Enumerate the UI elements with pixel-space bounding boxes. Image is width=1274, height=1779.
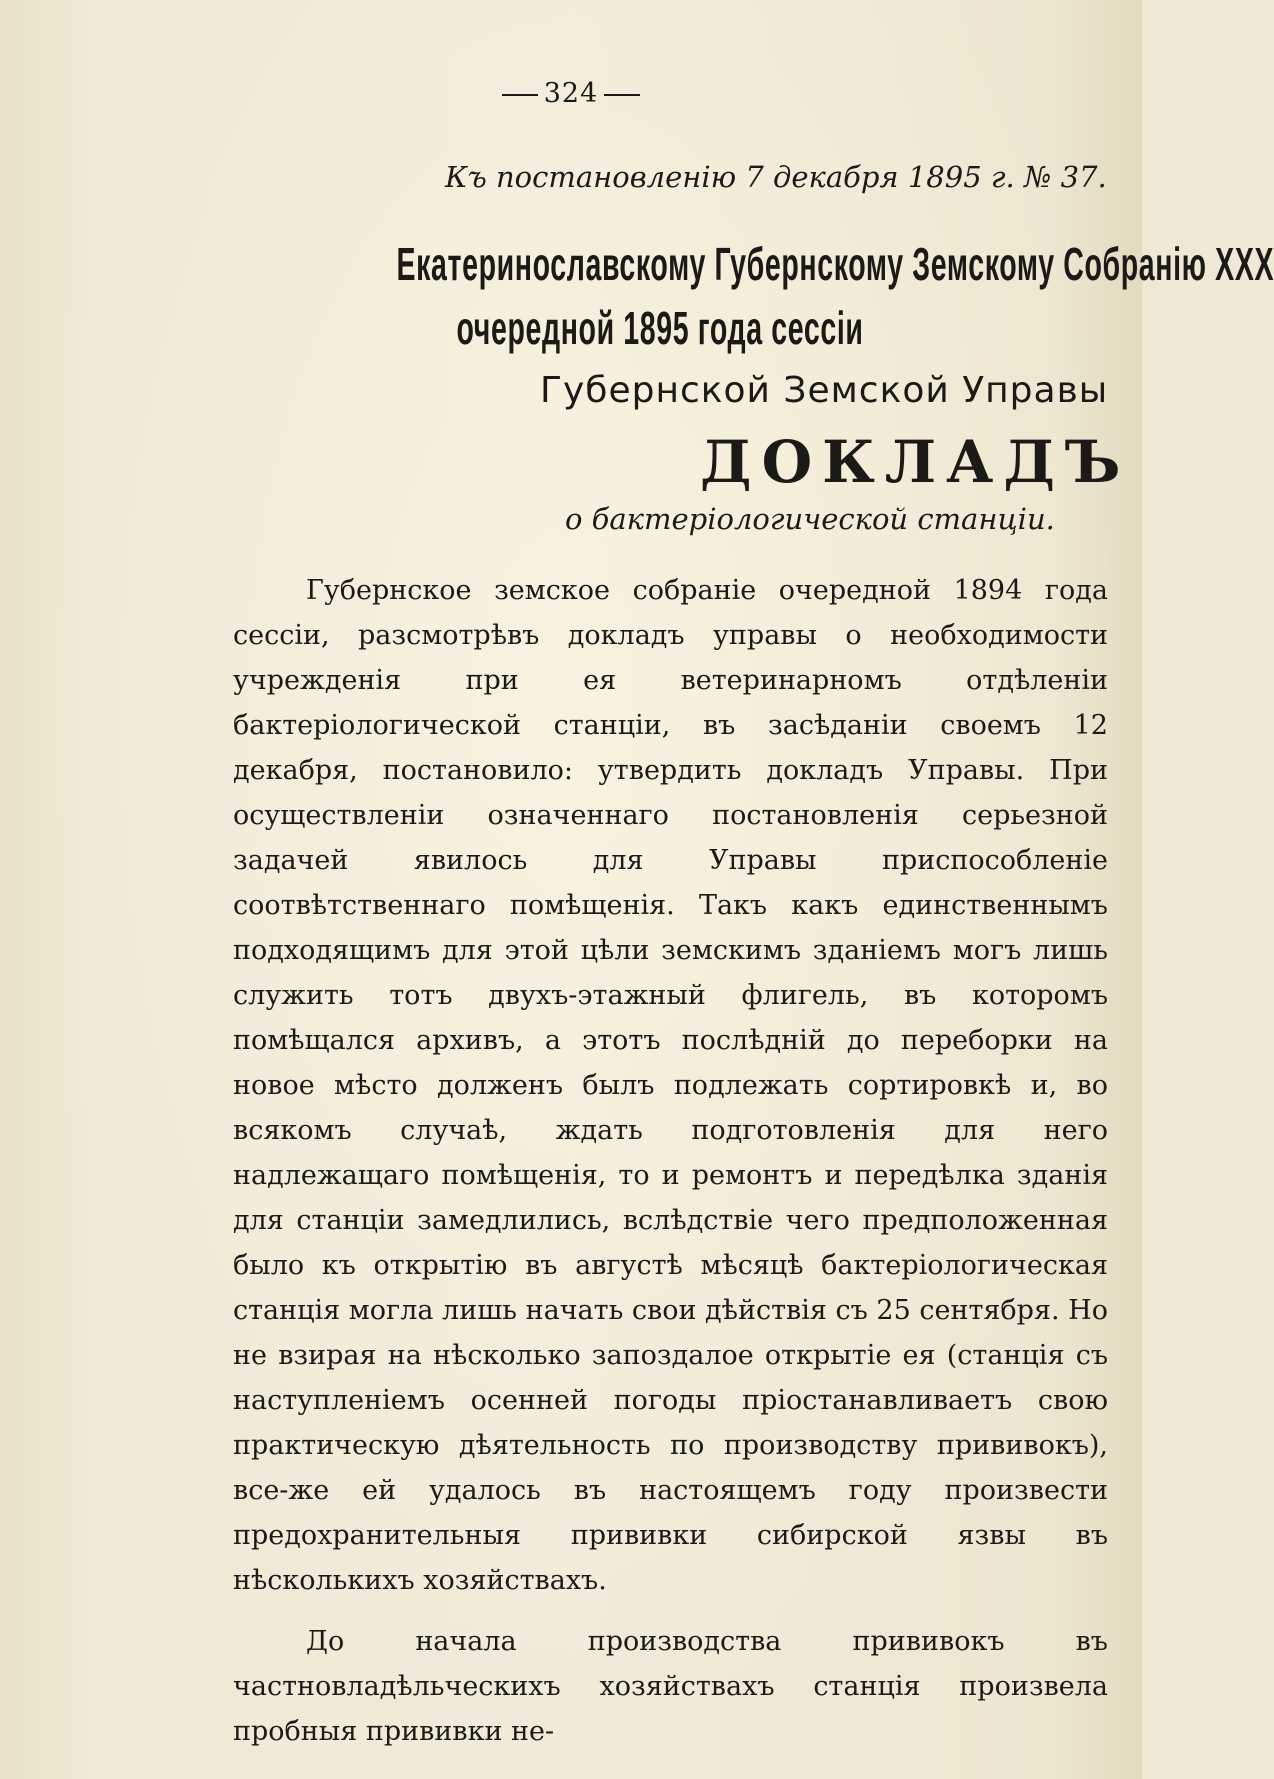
paragraph-2: До начала производства прививокъ въ частновладѣльческихъ хозяйствахъ станція произвела пробныя прививки не- [233, 1626, 1108, 1747]
paragraph-1: Губернское земское собраніе очередной 1894 года сессіи, разсмотрѣвъ докладъ управы о необходимости учрежденія при ея ветеринарномъ отдѣленіи бактеріологической станціи, въ засѣданіи своемъ 12 декабря, постановило: утвердить докладъ Управы. При осуществленіи означеннаго постановленія серьезной задачей явилось для Управы приспособленіе соотвѣтственнаго помѣщенія. Такъ какъ единственнымъ подходящимъ для этой цѣли земскимъ зданіемъ могъ лишь служить тотъ двухъ-этажный флигель, въ которомъ помѣщался архивъ, а этотъ послѣдній до переборки на новое мѣсто долженъ былъ подлежать сортировкѣ и, во всякомъ случаѣ, ждать подготовленія для него надлежащаго помѣщенія, то и ремонтъ и передѣлка зданія для станціи замедлились, вслѣдствіе чего предположенная было къ открытію въ августѣ мѣсяцѣ бактеріологическая станція могла лишь начать свои дѣйствія съ 25 сентября. Но не взирая на нѣсколько запоздалое открытіе ея (станція съ наступленіемъ осенней погоды пріостанавливаетъ свою практическую дѣятельность по производству прививокъ), все-же ей удалось въ настоящемъ году произвести предохранительныя прививки сибирской язвы въ нѣсколькихъ хозяйствахъ. [233, 575, 1108, 1596]
page-number [0, 78, 1142, 109]
body-text [233, 568, 1108, 1770]
document-type-heading: ДОКЛАДЪ [700, 428, 1131, 496]
document-subject: о бактеріологической станціи. [565, 502, 1055, 536]
title-line-2: очередной 1895 года сессіи [456, 302, 864, 354]
document-title [396, 232, 1274, 360]
title-line-1: Екатеринославскому Губернскому Земскому Собранію XXX [396, 238, 1274, 290]
resolution-reference: Къ постановленію 7 декабря 1895 г. № 37. [445, 160, 1107, 194]
dash-left [502, 94, 538, 96]
page-number-value: 324 [543, 78, 599, 109]
dash-right [604, 94, 640, 96]
board-name: Губернской Земской Управы [540, 370, 1109, 411]
